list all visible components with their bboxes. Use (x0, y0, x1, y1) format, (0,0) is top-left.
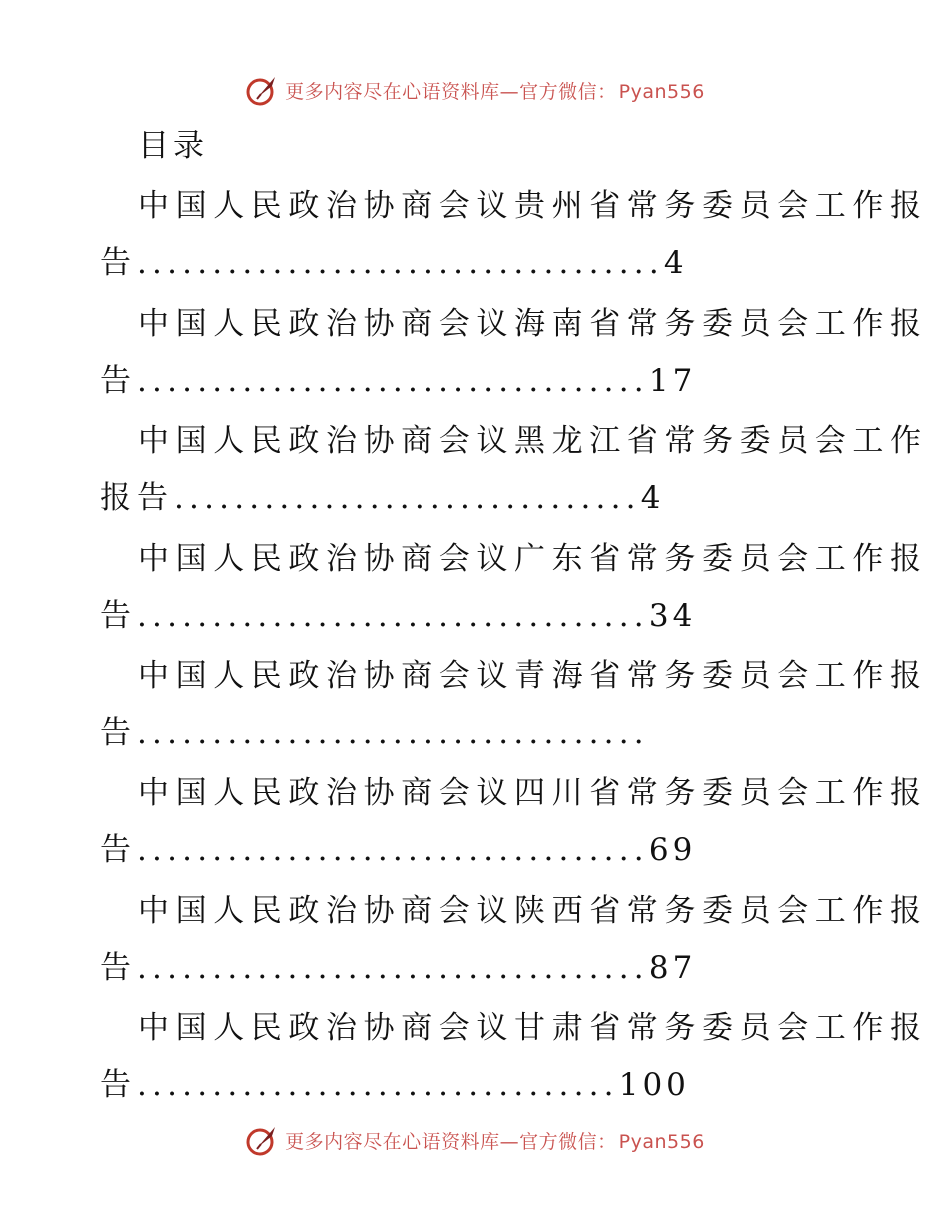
toc-leader-dots: .................................. (137, 598, 649, 634)
toc-entry-title: 中国人民政治协商会议贵州省常务委员会工作报 (138, 188, 928, 224)
toc-heading: 目录 (138, 128, 208, 164)
toc-leader-dots: ............................... (174, 480, 641, 516)
toc-entry-tail: 告..................................34 (100, 598, 697, 634)
toc-leader-dots: .................................. (137, 715, 649, 751)
toc-leader-dots: .................................. (137, 363, 649, 399)
toc-entry-tail: 告.................................. (100, 715, 649, 751)
toc-entry-tail: 报告...............................4 (100, 480, 665, 516)
toc-entry-tail: 告..................................17 (100, 363, 697, 399)
toc-leader-dots: .................................. (137, 832, 649, 868)
toc-page-number: 4 (640, 480, 665, 516)
toc-leader-dots: ................................ (137, 1067, 619, 1103)
toc-page-number: 87 (648, 950, 697, 986)
toc-entry-tail: 告..................................87 (100, 950, 697, 986)
toc-leader-dots: .................................. (137, 950, 649, 986)
toc-entry-title: 中国人民政治协商会议黑龙江省常务委员会工作 (138, 423, 928, 459)
toc-entry-title: 中国人民政治协商会议海南省常务委员会工作报 (138, 306, 928, 342)
quill-pen-logo-icon (245, 1123, 279, 1157)
footer-banner (0, 1120, 950, 1160)
toc-page-number: 17 (648, 363, 697, 399)
wechat-id: Pyan556 (618, 80, 705, 103)
banner-text: 更多内容尽在心语资料库—官方微信： Pyan556 (285, 1130, 705, 1153)
toc-page-number: 69 (648, 832, 697, 868)
toc-entry-title: 中国人民政治协商会议陕西省常务委员会工作报 (138, 893, 928, 929)
toc-entry-tail: 告..................................69 (100, 832, 697, 868)
toc-entry-title: 中国人民政治协商会议广东省常务委员会工作报 (138, 541, 928, 577)
banner-text: 更多内容尽在心语资料库—官方微信： Pyan556 (285, 80, 705, 103)
toc-page-number: 34 (648, 598, 697, 634)
toc-entry-title: 中国人民政治协商会议青海省常务委员会工作报 (138, 658, 928, 694)
toc-entry-title: 中国人民政治协商会议甘肃省常务委员会工作报 (138, 1010, 928, 1046)
toc-page-number: 4 (663, 245, 688, 281)
wechat-id: Pyan556 (618, 1130, 705, 1153)
toc-leader-dots: ................................... (137, 245, 664, 281)
toc-entry-tail: 告................................100 (100, 1067, 690, 1103)
toc-entry-tail: 告...................................4 (100, 245, 688, 281)
toc-page-number: 100 (618, 1067, 690, 1103)
toc-entry-title: 中国人民政治协商会议四川省常务委员会工作报 (138, 775, 928, 811)
